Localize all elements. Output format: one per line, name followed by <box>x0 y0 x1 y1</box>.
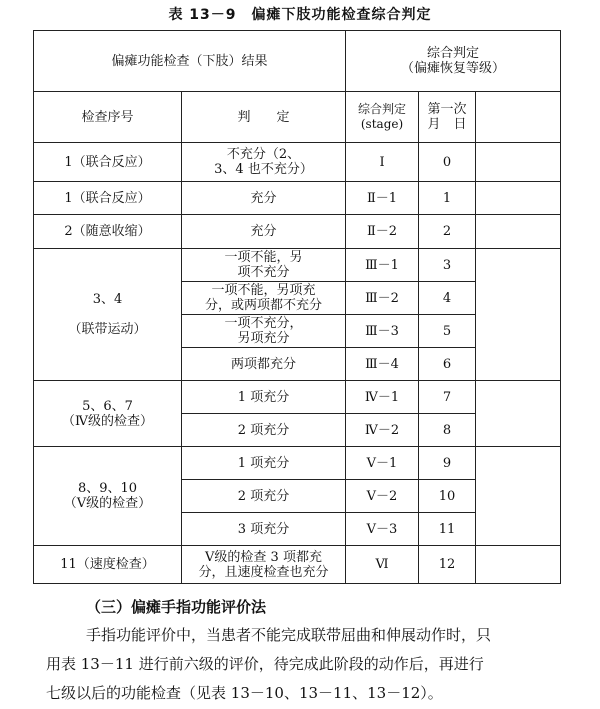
stage-cell: Ⅲ－3 <box>346 315 419 348</box>
num-cell: 3 <box>419 249 476 282</box>
table-caption: 表 13－9 偏瘫下肢功能检查综合判定 <box>168 7 432 23</box>
stage-cell: Ⅲ－2 <box>346 282 419 315</box>
num-cell: 9 <box>419 447 476 480</box>
judge-cell: 2 项充分 <box>182 414 346 447</box>
stage-cell: Ⅴ－1 <box>346 447 419 480</box>
judge-cell: 不充分（2、 3、4 也不充分） <box>182 143 346 182</box>
judge-cell: 3 项充分 <box>182 513 346 546</box>
blank-cell <box>476 546 561 584</box>
table-row <box>34 182 561 215</box>
section-title: （三）偏瘫手指功能评价法 <box>86 598 267 616</box>
judge-cell: 1 项充分 <box>182 447 346 480</box>
num-cell: 1 <box>419 182 476 215</box>
header-left: 偏瘫功能检查（下肢）结果 <box>34 31 346 92</box>
stage-cell: Ⅳ－2 <box>346 414 419 447</box>
num-cell: 6 <box>419 348 476 381</box>
table-row <box>34 249 561 282</box>
num-cell: 11 <box>419 513 476 546</box>
stage-cell: Ⅵ <box>346 546 419 584</box>
paragraph-line-1: 手指功能评价中，当患者不能完成联带屈曲和伸展动作时，只 <box>86 626 492 644</box>
blank-cell <box>476 215 561 249</box>
seq-cell: 1（联合反应） <box>34 143 182 182</box>
judge-cell: 一项不能，另 项不充分 <box>182 249 346 282</box>
seq-cell: 3、4 （联带运动） <box>34 249 182 381</box>
num-cell: 2 <box>419 215 476 249</box>
seq-cell: 11（速度检查） <box>34 546 182 584</box>
stage-cell: Ⅲ－4 <box>346 348 419 381</box>
stage-cell: Ⅱ－1 <box>346 182 419 215</box>
judge-cell: Ⅴ级的检查 3 项都充 分，且速度检查也充分 <box>182 546 346 584</box>
seq-cell: 2（随意收缩） <box>34 215 182 249</box>
judge-cell: 一项不充分， 另项充分 <box>182 315 346 348</box>
col-header-seq: 检查序号 <box>34 92 182 143</box>
table-row <box>34 447 561 480</box>
num-cell: 10 <box>419 480 476 513</box>
seq-cell: 1（联合反应） <box>34 182 182 215</box>
blank-cell <box>476 182 561 215</box>
header-right: 综合判定 （偏瘫恢复等级） <box>346 31 561 92</box>
col-header-blank <box>476 92 561 143</box>
stage-cell: Ⅲ－1 <box>346 249 419 282</box>
num-cell: 5 <box>419 315 476 348</box>
evaluation-table <box>33 30 561 584</box>
num-cell: 7 <box>419 381 476 414</box>
table-row <box>34 546 561 584</box>
table-row <box>34 215 561 249</box>
stage-cell: Ⅱ－2 <box>346 215 419 249</box>
seq-cell: 5、6、7 （Ⅳ级的检查） <box>34 381 182 447</box>
stage-cell: Ⅴ－2 <box>346 480 419 513</box>
col-header-stage: 综合判定 (stage) <box>346 92 419 143</box>
judge-cell: 充分 <box>182 182 346 215</box>
blank-cell <box>476 447 561 546</box>
judge-cell: 两项都充分 <box>182 348 346 381</box>
paragraph-line-3: 七级以后的功能检查（见表 13－10、13－11、13－12）。 <box>46 684 443 702</box>
judge-cell: 一项不能，另项充 分，或两项都不充分 <box>182 282 346 315</box>
judge-cell: 充分 <box>182 215 346 249</box>
num-cell: 12 <box>419 546 476 584</box>
table-row <box>34 381 561 414</box>
judge-cell: 2 项充分 <box>182 480 346 513</box>
judge-cell: 1 项充分 <box>182 381 346 414</box>
blank-cell <box>476 143 561 182</box>
num-cell: 0 <box>419 143 476 182</box>
num-cell: 8 <box>419 414 476 447</box>
blank-cell <box>476 249 561 381</box>
col-header-judge: 判 定 <box>182 92 346 143</box>
seq-cell: 8、9、10 （Ⅴ级的检查） <box>34 447 182 546</box>
paragraph-line-2: 用表 13－11 进行前六级的评价，待完成此阶段的动作后，再进行 <box>46 655 484 673</box>
num-cell: 4 <box>419 282 476 315</box>
blank-cell <box>476 381 561 447</box>
col-header-first: 第一次 月 日 <box>419 92 476 143</box>
table-row <box>34 143 561 182</box>
stage-cell: Ⅴ－3 <box>346 513 419 546</box>
stage-cell: Ⅳ－1 <box>346 381 419 414</box>
stage-cell: Ⅰ <box>346 143 419 182</box>
